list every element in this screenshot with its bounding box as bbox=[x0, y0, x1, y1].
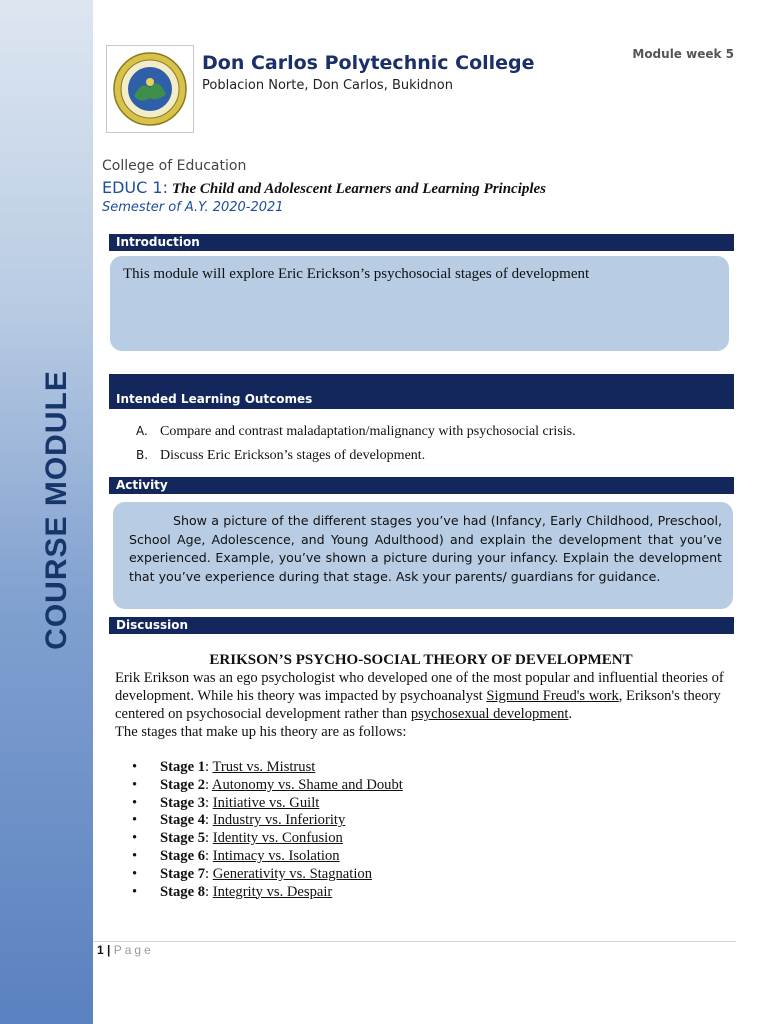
bullet-icon: • bbox=[132, 759, 138, 775]
college-name: Don Carlos Polytechnic College bbox=[202, 52, 535, 74]
stage-label: Stage 6 bbox=[160, 847, 205, 864]
stage-label: Stage 2 bbox=[160, 776, 205, 793]
activity-text: Show a picture of the different stages you’ve had (Infancy, Early Childhood, Preschool, School Age, Adolescence, and Young Adulthood) and explain the development that you’ve experienced. Example, you’ve shown a picture during your infancy. Explain the development that you’ve experience during that stage. Ask your parents/ guardians for guidance. bbox=[129, 513, 722, 584]
outcome-item bbox=[136, 448, 576, 464]
footer-divider bbox=[93, 941, 736, 942]
stage-item: • Stage 1: Trust vs. Mistrust bbox=[132, 759, 316, 775]
course-title: The Child and Adolescent Learners and Learning Principles bbox=[171, 181, 547, 197]
stage-label: Stage 3 bbox=[160, 794, 205, 811]
course-code-colon: : bbox=[162, 178, 168, 197]
activity-panel bbox=[113, 502, 733, 609]
semester-label: Semester of A.Y. 2020-2021 bbox=[102, 200, 284, 215]
stage-item: • Stage 2: Autonomy vs. Shame and Doubt bbox=[132, 776, 403, 793]
college-address: Poblacion Norte, Don Carlos, Bukidnon bbox=[202, 78, 453, 93]
module-week-label: Module week 5 bbox=[632, 47, 734, 61]
stage-label: Stage 8 bbox=[160, 883, 205, 900]
stage-item: • Stage 6: Intimacy vs. Isolation bbox=[132, 847, 340, 864]
stages-list bbox=[132, 759, 403, 901]
course-heading bbox=[102, 178, 546, 198]
bullet-icon: • bbox=[132, 847, 138, 864]
stage-link[interactable]: Trust vs. Mistrust bbox=[212, 759, 316, 775]
discussion-header: Discussion bbox=[109, 617, 734, 634]
bullet-icon: • bbox=[132, 794, 138, 811]
stage-label: Stage 7 bbox=[160, 865, 205, 882]
freud-link[interactable]: Sigmund Freud's work bbox=[486, 688, 619, 704]
outcome-text: Discuss Eric Erickson’s stages of development. bbox=[160, 448, 426, 463]
sidebar bbox=[0, 0, 93, 1024]
outcomes-header: Intended Learning Outcomes bbox=[109, 374, 734, 409]
outcome-item bbox=[136, 424, 576, 440]
footer-separator: | bbox=[107, 943, 111, 957]
stages-intro: The stages that make up his theory are as follows: bbox=[115, 724, 407, 740]
outcome-label: A. bbox=[136, 424, 148, 438]
page-footer bbox=[97, 943, 154, 957]
discussion-title: ERIKSON’S PSYCHO-SOCIAL THEORY OF DEVELOPMENT bbox=[209, 652, 633, 668]
bullet-icon: • bbox=[132, 812, 138, 829]
introduction-header: Introduction bbox=[109, 234, 734, 251]
discussion-body bbox=[115, 669, 732, 741]
stage-label: Stage 5 bbox=[160, 830, 205, 847]
stage-item: • Stage 8: Integrity vs. Despair bbox=[132, 883, 333, 900]
department-name: College of Education bbox=[102, 158, 247, 174]
stage-item: • Stage 5: Identity vs. Confusion bbox=[132, 830, 343, 847]
outcome-text: Compare and contrast maladaptation/malignancy with psychosocial crisis. bbox=[160, 424, 576, 439]
outcome-label: B. bbox=[136, 448, 149, 462]
stage-item: • Stage 3: Initiative vs. Guilt bbox=[132, 794, 320, 811]
course-code: EDUC 1 bbox=[102, 178, 163, 197]
stage-link[interactable]: Autonomy vs. Shame and Doubt bbox=[211, 776, 403, 793]
stage-link[interactable]: Identity vs. Confusion bbox=[212, 830, 343, 847]
stage-link[interactable]: Industry vs. Inferiority bbox=[212, 812, 346, 829]
course-module-label: COURSE MODULE bbox=[40, 370, 73, 650]
college-logo bbox=[106, 45, 194, 133]
bullet-icon: • bbox=[132, 776, 138, 793]
bullet-icon: • bbox=[132, 865, 138, 882]
bullet-icon: • bbox=[132, 883, 138, 900]
page-word: Page bbox=[113, 943, 154, 957]
stage-link[interactable]: Intimacy vs. Isolation bbox=[212, 847, 340, 864]
introduction-text: This module will explore Eric Erickson’s psychosocial stages of development bbox=[123, 266, 590, 282]
stage-item: • Stage 4: Industry vs. Inferiority bbox=[132, 812, 346, 829]
page-number: 1 bbox=[97, 943, 104, 957]
outcomes-list bbox=[136, 424, 576, 472]
stage-label: Stage 1 bbox=[160, 759, 205, 775]
discussion-text: . bbox=[568, 706, 573, 722]
discussion-text: , Erikson's theory centered on psychosocial development rather than bbox=[115, 688, 721, 722]
discussion-text: Erik Erikson was an ego psychologist who developed one of the most popular and influential theories of development. While his theory was impacted by psychoanalyst bbox=[115, 670, 724, 704]
stage-label: Stage 4 bbox=[160, 812, 205, 829]
stage-link[interactable]: Initiative vs. Guilt bbox=[212, 794, 320, 811]
psychosexual-link[interactable]: psychosexual development bbox=[410, 706, 569, 722]
activity-header: Activity bbox=[109, 477, 734, 494]
stage-link[interactable]: Integrity vs. Despair bbox=[212, 883, 333, 900]
stage-item: • Stage 7: Generativity vs. Stagnation bbox=[132, 865, 372, 882]
bullet-icon: • bbox=[132, 830, 138, 847]
introduction-panel bbox=[110, 256, 729, 351]
stage-link[interactable]: Generativity vs. Stagnation bbox=[212, 865, 372, 882]
